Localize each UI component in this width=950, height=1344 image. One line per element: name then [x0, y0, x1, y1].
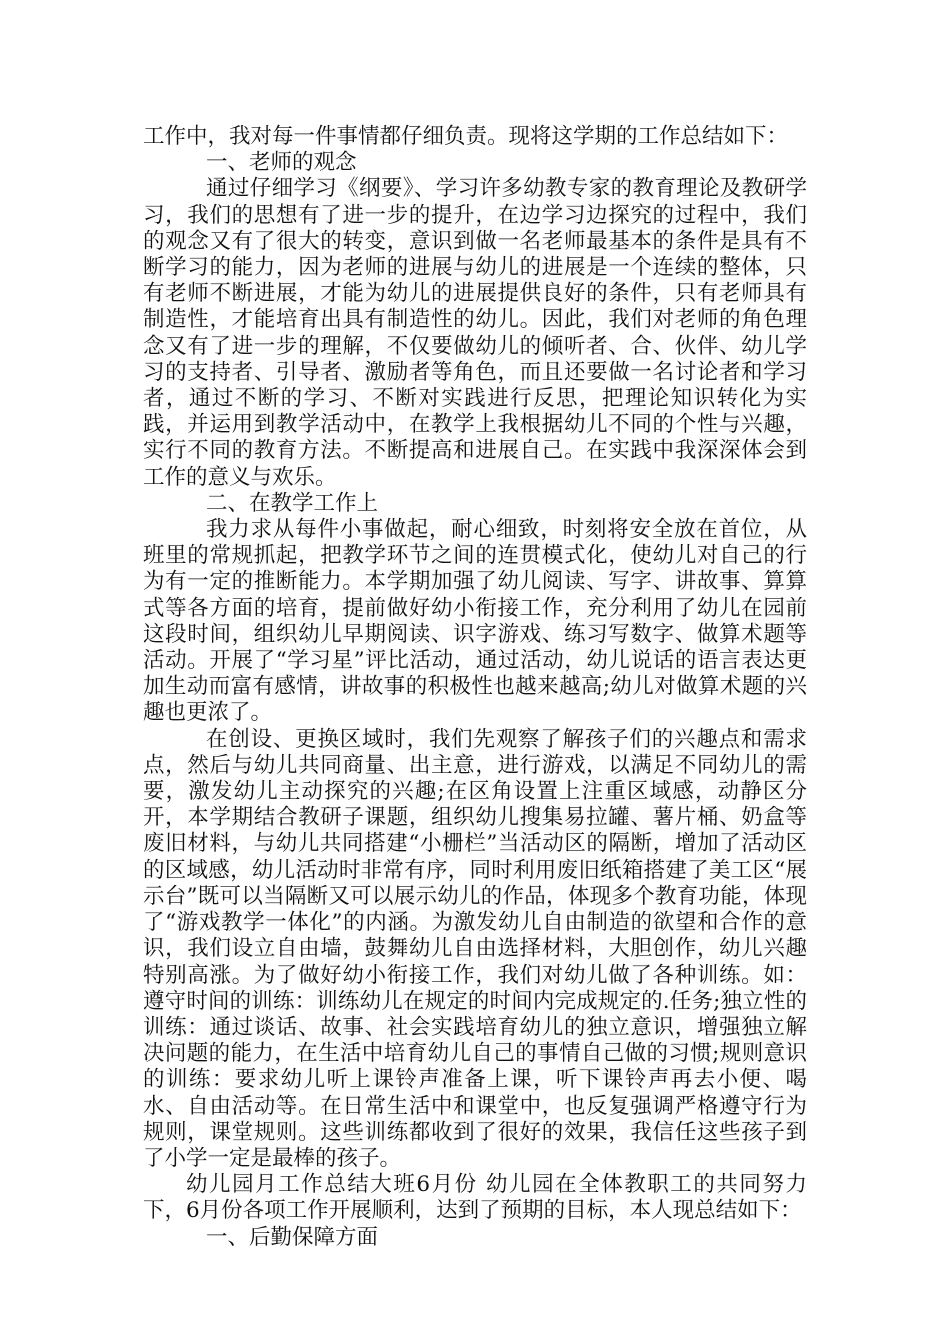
paragraph-area-setup: 在创设、更换区域时，我们先观察了解孩子们的兴趣点和需求点，然后与幼儿共同商量、出主意，进行游戏，以满足不同幼儿的需要，激发幼儿主动探究的兴趣;在区角设置上注重区域感，动静区分开，本学期结合教研子课题，组织幼儿搜集易拉罐、薯片桶、奶盒等废旧材料，与幼儿共同搭建“小栅栏”当活动区的隔断，增加了活动区的区域感，幼儿活动时非常有序，同时利用废旧纸箱搭建了美工区“展示台”既可以当隔断又可以展示幼儿的作品，体现多个教育功能，体现了“游戏教学一体化”的内涵。为激发幼儿自由制造的欲望和合作的意识，我们设立自由墙，鼓舞幼儿自由选择材料，大胆创作，幼儿兴趣特别高涨。为了做好幼小衔接工作，我们对幼儿做了各种训练。如：遵守时间的训练：训练幼儿在规定的时间内完成规定的.任务;独立性的训练：通过谈话、故事、社会实践培育幼儿的独立意识，增强独立解决问题的能力，在生活中培育幼儿自己的事情自己做的习惯;规则意识的训练：要求幼儿听上课铃声准备上课，听下课铃声再去小便、喝水、自由活动等。在日常生活中和课堂中，也反复强调严格遵守行为规则，课堂规则。这些训练都收到了很好的效果，我信任这些孩子到了小学一定是最棒的孩子。: [143, 726, 807, 1171]
document-body: [143, 124, 807, 1251]
section-heading-teaching-work: 二、在教学工作上: [206, 490, 379, 516]
section-heading-logistics: 一、后勤保障方面: [206, 1224, 379, 1250]
section-heading-teacher-concept: 一、老师的观念: [206, 150, 357, 176]
paragraph-june-summary: 幼儿园月工作总结大班6月份 幼儿园在全体教职工的共同努力下，6月份各项工作开展顺利，达到了预期的目标，本人现总结如下：: [143, 1172, 807, 1224]
paragraph-teacher-concept: 通过仔细学习《纲要》、学习许多幼教专家的教育理论及教研学习，我们的思想有了进一步的提升，在边学习边探究的过程中，我们的观念又有了很大的转变，意识到做一名老师最基本的条件是具有不断学习的能力，因为老师的进展与幼儿的进展是一个连续的整体，只有老师不断进展，才能为幼儿的进展提供良好的条件，只有老师具有制造性，才能培育出具有制造性的幼儿。因此，我们对老师的角色理念又有了进一步的理解，不仅要做幼儿的倾听者、合、伙伴、幼儿学习的支持者、引导者、激励者等角色，而且还要做一名讨论者和学习者，通过不断的学习、不断对实践进行反思，把理论知识转化为实践，并运用到教学活动中，在教学上我根据幼儿不同的个性与兴趣，实行不同的教育方法。不断提高和进展自己。在实践中我深深体会到工作的意义与欢乐。: [143, 176, 807, 490]
paragraph-teaching-work: 我力求从每件小事做起，耐心细致，时刻将安全放在首位，从班里的常规抓起，把教学环节之间的连贯模式化，使幼儿对自己的行为有一定的推断能力。本学期加强了幼儿阅读、写字、讲故事、算算式等各方面的培育，提前做好幼小衔接工作，充分利用了幼儿在园前这段时间，组织幼儿早期阅读、识字游戏、练习写数字、做算术题等活动。开展了“学习星”评比活动，通过活动，幼儿说话的语言表达更加生动而富有感情，讲故事的积极性也越来越高;幼儿对做算术题的兴趣也更浓了。: [143, 517, 807, 726]
paragraph-intro: 工作中，我对每一件事情都仔细负责。现将这学期的工作总结如下：: [143, 124, 789, 149]
